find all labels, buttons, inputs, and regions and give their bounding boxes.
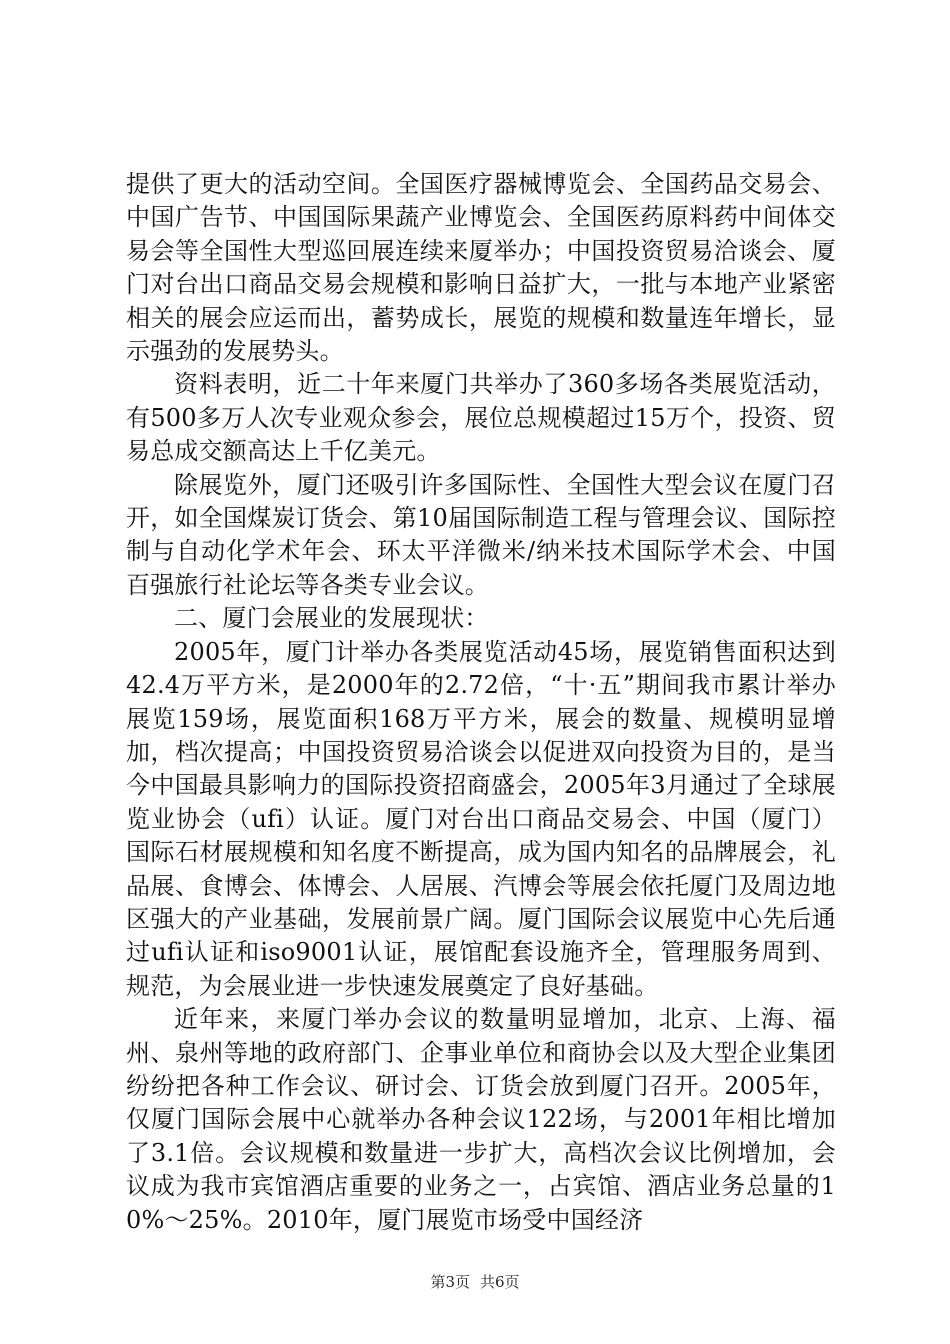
- paragraph-1: 提供了更大的活动空间。全国医疗器械博览会、全国药品交易会、中国广告节、中国国际果蔬产业博览会、全国医药原料药中间体交易会等全国性大型巡回展连续来厦举办；中国投资贸易洽谈会、厦门对台出口商品交易会规模和影响日益扩大，一批与本地产业紧密相关的展会应运而出，蓄势成长，展览的规模和数量连年增长，显示强劲的发展势头。: [126, 170, 836, 366]
- page-number: 第3页: [430, 1273, 470, 1291]
- page-total: 共6页: [480, 1273, 520, 1291]
- paragraph-5: 近年来，来厦门举办会议的数量明显增加，北京、上海、福州、泉州等地的政府部门、企事业单位和商协会以及大型企业集团纷纷把各种工作会议、研讨会、订货会放到厦门召开。2005年，仅厦门国际会展中心就举办各种会议122场，与2001年相比增加了3.1倍。会议规模和数量进一步扩大，高档次会议比例增加，会议成为我市宾馆酒店重要的业务之一，占宾馆、酒店业务总量的10%～25%。2010年，厦门展览市场受中国经济: [126, 1005, 836, 1234]
- document-body: [126, 168, 836, 1237]
- paragraph-2: 资料表明，近二十年来厦门共举办了360多场各类展览活动，有500多万人次专业观众参会，展位总规模超过15万个，投资、贸易总成交额高达上千亿美元。: [126, 370, 836, 466]
- paragraph-3: 除展览外，厦门还吸引许多国际性、全国性大型会议在厦门召开，如全国煤炭订货会、第10届国际制造工程与管理会议、国际控制与自动化学术年会、环太平洋微米/纳米技术国际学术会、中国百强旅行社论坛等各类专业会议。: [126, 470, 836, 599]
- paragraph-4: 2005年，厦门计举办各类展览活动45场，展览销售面积达到42.4万平方米，是2000年的2.72倍，“十·五”期间我市累计举办展览159场，展览面积168万平方米，展会的数量、规模明显增加，档次提高；中国投资贸易洽谈会以促进双向投资为目的，是当今中国最具影响力的国际投资招商盛会，2005年3月通过了全球展览业协会（ufi）认证。厦门对台出口商品交易会、中国（厦门）国际石材展规模和知名度不断提高，成为国内知名的品牌展会，礼品展、食博会、体博会、人居展、汽博会等展会依托厦门及周边地区强大的产业基础，发展前景广阔。厦门国际会议展览中心先后通过ufi认证和iso9001认证，展馆配套设施齐全，管理服务周到、规范，为会展业进一步快速发展奠定了良好基础。: [126, 637, 836, 1000]
- section-heading: 二、厦门会展业的发展现状：: [174, 604, 489, 633]
- page-footer: [0, 1271, 950, 1292]
